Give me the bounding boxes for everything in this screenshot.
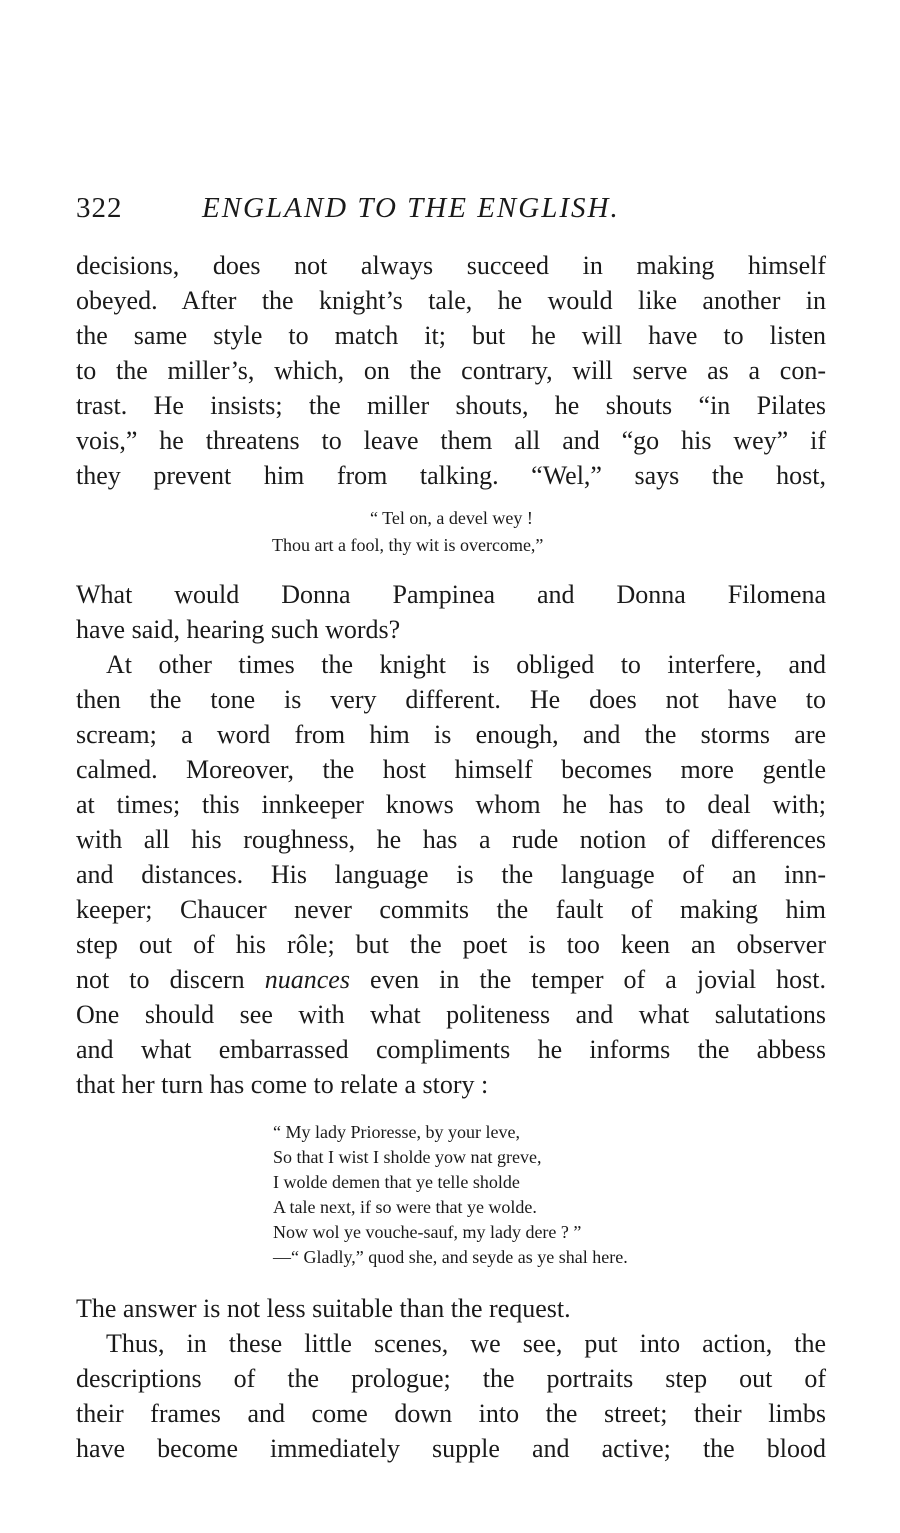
text-line: then the tone is very different. He does not have to	[76, 685, 826, 714]
running-title: ENGLAND TO THE ENGLISH.	[202, 192, 620, 224]
text-line: to the miller’s, which, on the contrary, will serve as a con-	[76, 356, 826, 385]
text-line: at times; this innkeeper knows whom he has to deal with;	[76, 790, 826, 819]
text-segment: even in the temper of a jovial host.	[370, 965, 827, 994]
text-line: obeyed. After the knight’s tale, he would like another in	[76, 286, 826, 315]
text-line: decisions, does not always succeed in making himself	[76, 251, 826, 280]
text-line: descriptions of the prologue; the portraits step out of	[76, 1364, 826, 1393]
text-line: What would Donna Pampinea and Donna Filomena	[76, 580, 826, 609]
page-number: 322	[76, 192, 123, 224]
verse-line: A tale next, if so were that ye wolde.	[273, 1197, 537, 1217]
text-line: have become immediately supple and active; the blood	[76, 1434, 826, 1463]
text-line: The answer is not less suitable than the request.	[76, 1294, 571, 1323]
verse-line: “ My lady Prioresse, by your leve,	[273, 1122, 520, 1142]
text-line: they prevent him from talking. “Wel,” says the host,	[76, 461, 826, 490]
text-line: the same style to match it; but he will have to listen	[76, 321, 826, 350]
text-segment: not to discern	[76, 965, 245, 994]
verse-line: I wolde demen that ye telle sholde	[273, 1172, 520, 1192]
verse-line: So that I wist I sholde yow nat greve,	[273, 1147, 542, 1167]
text-line: keeper; Chaucer never commits the fault of making him	[76, 895, 826, 924]
verse-line: “ Tel on, a devel wey !	[370, 508, 533, 528]
verse-line: Now wol ye vouche-sauf, my lady dere ? ”	[273, 1222, 582, 1242]
text-line: with all his roughness, he has a rude notion of differences	[76, 825, 826, 854]
page-header	[76, 188, 836, 228]
text-line: One should see with what politeness and what salutations	[76, 1000, 826, 1029]
verse-line: —“ Gladly,” quod she, and seyde as ye shal here.	[273, 1247, 628, 1267]
text-line: have said, hearing such words?	[76, 615, 401, 644]
text-line: and distances. His language is the language of an inn-	[76, 860, 826, 889]
text-line: step out of his rôle; but the poet is too keen an observer	[76, 930, 826, 959]
text-line: their frames and come down into the street; their limbs	[76, 1399, 826, 1428]
text-line	[76, 962, 826, 997]
verse-line: Thou art a fool, thy wit is overcome,”	[272, 535, 544, 555]
text-line: and what embarrassed compliments he informs the abbess	[76, 1035, 826, 1064]
text-line: that her turn has come to relate a story :	[76, 1070, 489, 1099]
text-line: Thus, in these little scenes, we see, put into action, the	[106, 1329, 826, 1358]
text-line: vois,” he threatens to leave them all and “go his wey” if	[76, 426, 826, 455]
text-line: calmed. Moreover, the host himself becomes more gentle	[76, 755, 826, 784]
text-line: scream; a word from him is enough, and the storms are	[76, 720, 826, 749]
italic-term: nuances	[264, 965, 350, 994]
text-line: At other times the knight is obliged to interfere, and	[106, 650, 826, 679]
text-line: trast. He insists; the miller shouts, he shouts “in Pilates	[76, 391, 826, 420]
